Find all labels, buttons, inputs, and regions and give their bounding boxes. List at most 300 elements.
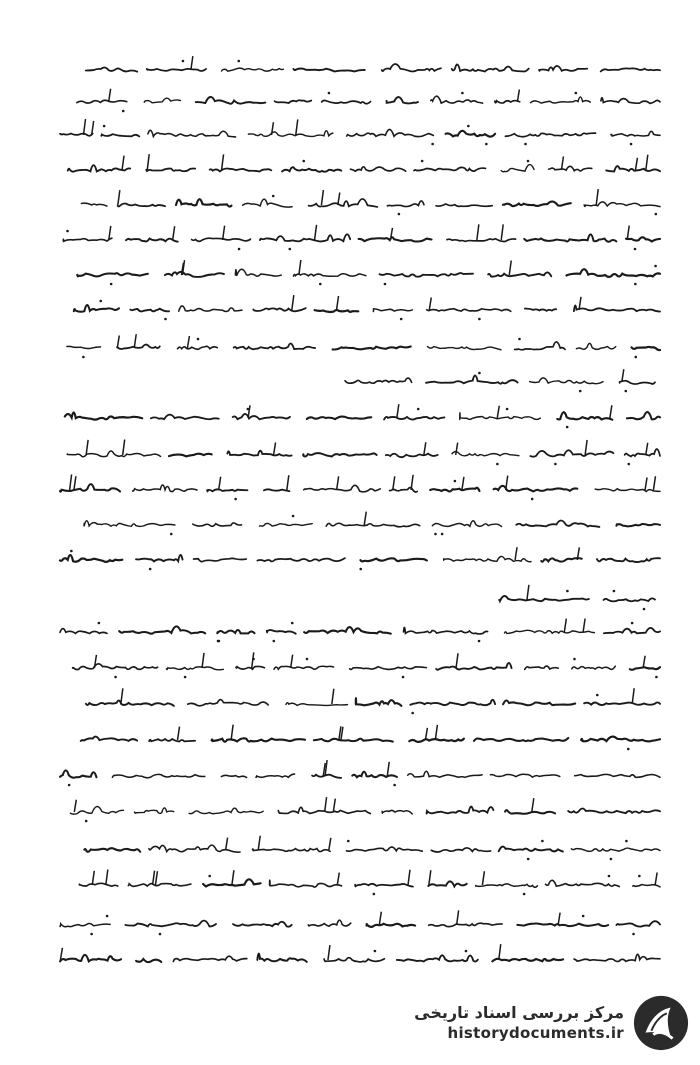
ink-word <box>387 201 424 207</box>
ink-word <box>253 849 331 852</box>
ink-stroke <box>646 155 648 170</box>
ink-word <box>293 69 364 72</box>
handwritten-line <box>0 290 700 330</box>
ink-stroke <box>155 871 157 885</box>
ink-word <box>112 774 204 777</box>
ink-word <box>60 955 121 961</box>
ink-dot <box>273 640 276 643</box>
ink-dot <box>159 933 162 936</box>
ink-stroke <box>457 910 459 925</box>
handwritten-line <box>0 505 700 545</box>
ink-word <box>427 309 511 312</box>
ink-word <box>260 234 350 241</box>
ink-dot <box>182 60 185 63</box>
ink-word <box>179 306 242 312</box>
ink-word <box>227 451 291 456</box>
ink-dot <box>506 408 509 411</box>
watermark-url: historydocuments.ir <box>447 1024 624 1042</box>
handwritten-line <box>0 612 700 652</box>
ink-word <box>431 96 483 103</box>
ink-word <box>196 97 266 104</box>
ink-word <box>267 630 296 634</box>
ink-word <box>333 346 411 349</box>
ink-word <box>557 412 612 420</box>
ink-stroke <box>258 836 260 850</box>
ink-word <box>530 378 603 384</box>
ink-word <box>84 521 175 527</box>
ink-word <box>118 203 165 206</box>
ink-word <box>431 848 490 852</box>
ink-stroke <box>429 870 431 885</box>
ink-word <box>253 308 305 311</box>
ink-dot <box>496 463 499 466</box>
ink-dot <box>68 784 71 787</box>
ink-word <box>221 68 283 71</box>
watermark <box>400 990 690 1055</box>
ink-word <box>193 558 246 561</box>
handwritten-line <box>0 540 700 580</box>
ink-stroke <box>219 477 221 490</box>
ink-dot <box>184 676 187 679</box>
ink-dot <box>417 408 420 411</box>
handwritten-line <box>0 940 700 980</box>
ink-dot <box>634 248 637 251</box>
ink-word <box>611 131 660 136</box>
handwritten-line <box>0 435 700 475</box>
ink-word <box>626 237 660 241</box>
ink-word <box>286 703 348 706</box>
ink-dot <box>170 533 173 536</box>
ink-word <box>345 378 412 383</box>
ink-word <box>79 883 117 886</box>
ink-stroke <box>655 872 657 885</box>
handwritten-line <box>0 720 700 760</box>
ink-dot <box>431 143 434 146</box>
ink-dot <box>627 748 630 751</box>
ink-word <box>70 806 123 814</box>
ink-word <box>347 847 423 851</box>
ink-dot <box>234 498 237 501</box>
ink-dot <box>306 658 309 661</box>
ink-word <box>315 310 359 312</box>
ink-word <box>326 523 420 527</box>
ink-word <box>495 101 520 103</box>
ink-word <box>293 274 365 277</box>
ink-stroke <box>296 119 298 135</box>
ink-word <box>60 484 120 492</box>
ink-stroke <box>109 89 111 102</box>
ink-word <box>264 489 290 491</box>
ink-dot <box>634 283 637 286</box>
ink-word <box>356 698 402 706</box>
ink-dot <box>197 338 200 341</box>
ink-word <box>499 596 589 601</box>
ink-dot <box>654 265 657 268</box>
ink-word <box>584 702 660 705</box>
ink-word <box>427 807 494 814</box>
ink-stroke <box>532 798 534 812</box>
ink-stroke <box>497 406 499 418</box>
ink-dot <box>596 694 599 697</box>
ink-word <box>350 667 427 670</box>
ink-stroke <box>84 119 86 135</box>
ink-word <box>270 880 342 887</box>
ink-stroke <box>456 653 458 668</box>
ink-dot <box>608 875 611 878</box>
ink-stroke <box>328 945 330 960</box>
ink-dot <box>238 248 241 251</box>
ink-stroke <box>456 443 458 455</box>
ink-word <box>410 700 495 705</box>
ink-stroke <box>627 226 629 240</box>
ink-word <box>193 523 242 526</box>
ink-word <box>492 959 563 962</box>
ink-word <box>576 343 615 349</box>
ink-dot <box>527 858 530 861</box>
ink-word <box>429 923 502 926</box>
ink-stroke <box>429 298 431 310</box>
ink-word <box>408 771 482 777</box>
ink-dot <box>524 143 527 146</box>
ink-word <box>147 69 206 71</box>
ink-stroke <box>482 871 484 885</box>
ink-stroke <box>74 800 76 812</box>
ink-dot <box>523 893 526 896</box>
ink-stroke <box>173 226 175 240</box>
ink-stroke <box>585 440 587 455</box>
ink-dot <box>328 92 331 95</box>
ink-word <box>233 414 290 419</box>
ink-word <box>125 921 216 927</box>
ink-word <box>119 626 205 633</box>
ink-word <box>566 269 660 277</box>
ink-word <box>134 808 173 814</box>
ink-word <box>575 774 660 777</box>
ink-dot <box>624 390 627 393</box>
ink-word <box>74 305 119 312</box>
ink-stroke <box>252 652 254 668</box>
ink-stroke <box>222 154 224 170</box>
ink-word <box>428 347 501 350</box>
ink-word <box>595 489 660 492</box>
ink-stroke <box>610 405 612 418</box>
ink-dot <box>531 498 534 501</box>
ink-stroke <box>364 512 366 525</box>
ink-dot <box>402 676 405 679</box>
ink-word <box>386 454 438 458</box>
ink-stroke <box>596 189 598 205</box>
ink-dot <box>579 390 582 393</box>
ink-dot <box>643 608 646 611</box>
handwritten-line <box>0 398 700 438</box>
ink-stroke <box>501 224 503 240</box>
ink-dot <box>85 820 88 823</box>
ink-dot <box>237 60 240 63</box>
ink-word <box>304 485 381 492</box>
ink-word <box>188 700 268 706</box>
ink-dot <box>400 318 403 321</box>
ink-word <box>428 881 467 886</box>
handwritten-line <box>0 865 700 905</box>
ink-word <box>101 134 139 136</box>
ink-stroke <box>231 725 233 740</box>
ink-word <box>86 67 137 71</box>
ink-dot <box>625 840 628 843</box>
handwritten-line <box>0 648 700 688</box>
ink-stroke <box>223 226 225 240</box>
ink-stroke <box>393 476 395 490</box>
handwritten-line <box>0 756 700 796</box>
ink-dot <box>638 875 641 878</box>
ink-word <box>67 451 160 457</box>
ink-stroke <box>134 334 136 348</box>
ink-stroke <box>232 870 234 885</box>
ink-word <box>539 66 587 71</box>
ink-stroke <box>558 913 560 925</box>
ink-word <box>128 884 191 887</box>
ink-word <box>81 737 137 741</box>
ink-word <box>144 98 180 103</box>
ink-dot <box>247 408 250 411</box>
ink-dot <box>411 712 414 715</box>
ink-word <box>248 131 332 137</box>
ink-word <box>60 629 107 634</box>
ink-word <box>474 738 568 741</box>
handwritten-line <box>0 684 700 724</box>
ink-dot <box>554 463 557 466</box>
ink-word <box>524 234 616 241</box>
ink-word <box>60 770 96 777</box>
ink-stroke <box>517 89 519 102</box>
ink-word <box>67 346 101 348</box>
ink-dot <box>103 125 106 128</box>
ink-word <box>169 454 212 457</box>
handwritten-line <box>0 830 700 870</box>
ink-word <box>84 848 140 852</box>
ink-word <box>233 922 292 927</box>
ink-stroke <box>292 295 294 310</box>
ink-word <box>505 630 595 633</box>
ink-dot <box>632 933 635 936</box>
ink-word <box>452 452 519 456</box>
ink-dot <box>106 915 109 918</box>
ink-stroke <box>178 727 180 740</box>
ink-stroke <box>325 797 327 812</box>
ink-dot <box>149 568 152 571</box>
ink-word <box>549 166 592 171</box>
ink-dot <box>114 676 117 679</box>
ink-word <box>60 555 122 562</box>
ink-word <box>355 884 413 887</box>
ink-stroke <box>337 296 339 310</box>
ink-word <box>165 272 224 277</box>
ink-word <box>620 381 655 384</box>
ink-stroke <box>117 335 119 348</box>
handwritten-line <box>0 115 700 155</box>
ink-word <box>136 555 183 561</box>
ink-dot <box>575 92 578 95</box>
ink-dot <box>478 372 481 375</box>
ink-word <box>77 100 127 103</box>
ink-stroke <box>645 477 647 490</box>
ink-word <box>505 133 595 137</box>
ink-stroke <box>564 619 566 632</box>
ink-word <box>189 808 263 814</box>
ink-word <box>581 737 660 742</box>
ink-dot <box>582 915 585 918</box>
ink-dot <box>441 533 444 536</box>
ink-word <box>86 701 174 706</box>
ink-word <box>60 924 110 927</box>
ink-word <box>192 238 251 241</box>
ink-word <box>173 956 247 961</box>
ink-stroke <box>92 871 94 885</box>
ink-word <box>257 558 345 561</box>
ink-stroke <box>653 476 655 490</box>
ink-word <box>409 739 464 742</box>
ink-word <box>136 959 161 962</box>
ink-stroke <box>435 725 437 740</box>
ink-word <box>117 345 160 349</box>
ink-stroke <box>122 156 124 170</box>
ink-word <box>274 666 334 669</box>
ink-word <box>426 375 518 383</box>
ink-stroke <box>379 912 381 925</box>
ink-word <box>460 413 541 420</box>
ink-word <box>73 664 158 670</box>
ink-stroke <box>274 443 276 455</box>
ink-word <box>616 921 660 926</box>
ink-word <box>597 558 660 562</box>
ink-dot <box>218 640 221 643</box>
ink-word <box>574 305 660 311</box>
ink-stroke <box>397 404 399 418</box>
ink-dot <box>70 550 73 553</box>
ink-word <box>503 701 575 706</box>
ink-word <box>515 342 565 350</box>
ink-dot <box>478 318 481 321</box>
ink-dot <box>566 426 569 429</box>
ink-stroke <box>632 688 634 704</box>
ink-word <box>530 450 613 456</box>
ink-dot <box>478 640 481 643</box>
ink-word <box>151 415 219 420</box>
ink-word <box>571 848 660 851</box>
ink-stroke <box>299 260 301 275</box>
ink-word <box>259 523 312 526</box>
ink-stroke <box>106 870 108 885</box>
watermark-title: مرکز بررسی اسناد تاریخی <box>414 1003 624 1022</box>
ink-word <box>130 309 169 312</box>
ink-dot <box>541 840 544 843</box>
ink-stroke <box>338 192 340 205</box>
ink-word <box>490 774 559 777</box>
ink-word <box>60 134 93 136</box>
ink-word <box>275 100 312 103</box>
ink-word <box>210 168 272 171</box>
ink-stroke <box>248 405 250 418</box>
watermark-text <box>414 1003 624 1042</box>
ink-word <box>307 417 372 420</box>
ink-word <box>148 130 236 137</box>
ink-dot <box>613 590 616 593</box>
handwritten-line <box>0 362 700 402</box>
ink-dot <box>291 622 294 625</box>
ink-word <box>146 169 195 172</box>
ink-word <box>243 199 292 207</box>
ink-word <box>207 489 247 491</box>
ink-dot <box>631 622 634 625</box>
ink-word <box>77 273 148 276</box>
ink-stroke <box>477 224 479 240</box>
ink-word <box>347 129 434 136</box>
ink-stroke <box>337 873 339 885</box>
ink-dot <box>292 515 295 518</box>
ink-stroke <box>499 944 501 960</box>
ink-word <box>256 774 295 777</box>
ink-word <box>627 412 660 419</box>
ink-word <box>149 739 195 741</box>
handwritten-line <box>0 220 700 260</box>
ink-dot <box>164 318 167 321</box>
ink-word <box>382 64 441 71</box>
ink-word <box>314 739 393 742</box>
ink-stroke <box>646 443 648 455</box>
ink-word <box>397 955 478 961</box>
ink-word <box>373 309 412 312</box>
ink-word <box>601 68 660 71</box>
ink-word <box>568 808 660 813</box>
ink-stroke <box>226 838 228 850</box>
ink-word <box>404 627 488 633</box>
ink-word <box>352 772 397 778</box>
ink-word <box>367 924 415 927</box>
ink-word <box>501 165 534 172</box>
ink-dot <box>319 283 322 286</box>
ink-word <box>126 239 178 242</box>
ink-stroke <box>425 728 427 740</box>
ink-dot <box>98 622 101 625</box>
ink-stroke <box>509 261 511 275</box>
ink-stroke <box>515 547 517 560</box>
ink-dot <box>288 248 291 251</box>
ink-dot <box>655 676 658 679</box>
ink-word <box>452 64 529 71</box>
ink-word <box>81 203 106 206</box>
ink-word <box>177 346 217 349</box>
ink-word <box>166 667 223 670</box>
ink-stroke <box>408 870 410 885</box>
ink-stroke <box>506 476 508 490</box>
ink-word <box>212 738 305 741</box>
ink-stroke <box>329 838 331 850</box>
ink-stroke <box>86 440 88 455</box>
ink-dot <box>573 658 576 661</box>
handwritten-line <box>0 150 700 190</box>
ink-dot <box>467 125 470 128</box>
ink-word <box>616 524 660 526</box>
ink-word <box>379 273 473 277</box>
ink-word <box>444 556 531 561</box>
ink-word <box>447 239 516 242</box>
ink-dot <box>461 92 464 95</box>
handwritten-line <box>0 792 700 832</box>
ink-word <box>322 100 371 103</box>
ink-word <box>387 97 418 103</box>
ink-word <box>606 166 660 171</box>
ink-dot <box>110 283 113 286</box>
ink-dot <box>655 213 658 216</box>
